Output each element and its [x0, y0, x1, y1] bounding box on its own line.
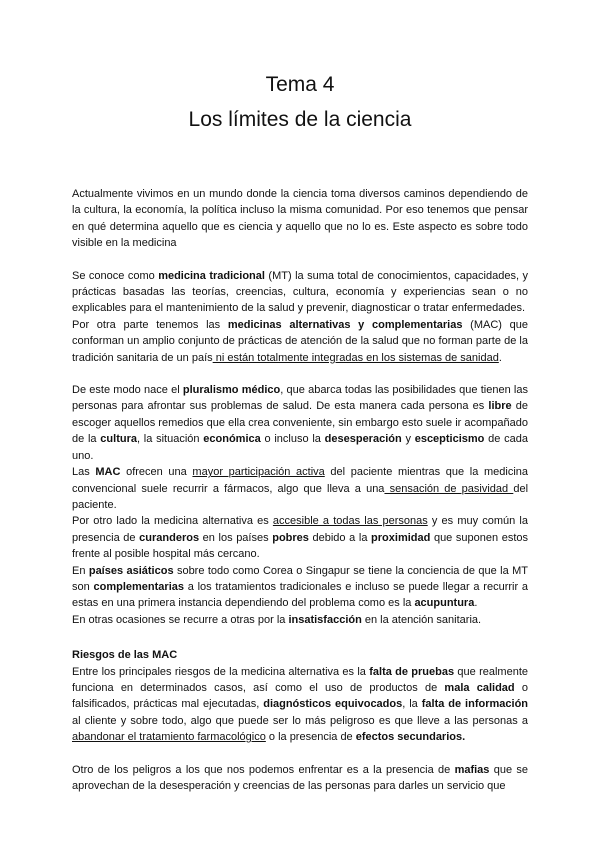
- underlined-text: sensación de pasividad: [384, 482, 514, 495]
- bold-term: libre: [488, 400, 512, 413]
- text: Por otro lado la medicina alternativa es: [72, 515, 273, 528]
- bold-term: insatisfacción: [288, 613, 362, 626]
- paragraph-pluralismo: [72, 382, 528, 464]
- bold-term: MAC: [95, 466, 121, 479]
- text: ofrecen una: [120, 466, 193, 479]
- text: De este modo nace el: [72, 384, 183, 397]
- underlined-text: accesible a todas las personas: [272, 515, 428, 528]
- underlined-text: ni están totalmente integradas en los sistemas de sanidad: [212, 351, 499, 364]
- bold-term: medicinas alternativas y complementarias: [227, 318, 463, 331]
- text: .: [474, 597, 478, 610]
- text: en los países: [199, 531, 273, 544]
- text: o falsificados, prácticas mal ejecutadas,: [72, 681, 528, 711]
- bold-term: mafias: [454, 763, 490, 776]
- text: , la: [402, 698, 422, 711]
- text: Otro de los peligros a los que nos podemos enfrentar es a la presencia de: [72, 763, 455, 776]
- text: en la atención sanitaria.: [361, 613, 482, 626]
- text: Entre los principales riesgos de la medicina alternativa es la: [72, 665, 370, 678]
- underlined-text: mayor participación activa: [192, 466, 325, 479]
- paragraph-mafias: [72, 762, 528, 795]
- text: En otras ocasiones se recurre a otras por la: [72, 613, 289, 626]
- text: o incluso la: [260, 433, 325, 446]
- bold-term: medicina tradicional: [158, 269, 265, 282]
- paragraph-accesible: [72, 513, 528, 562]
- paragraph-insatisfaccion: [72, 612, 528, 628]
- paragraph-medicina-tradicional: [72, 268, 528, 317]
- paragraph-intro: Actualmente vivimos en un mundo donde la ciencia toma diversos caminos dependiendo de la cultura, la economía, la política incluso la misma comunidad. Por eso tenemos que pensar en qué determina aquello que es ciencia y aquello que no lo es. Este aspecto es sobre todo visible en la medicina: [72, 188, 528, 250]
- text: y es muy común la presencia de: [72, 515, 528, 544]
- bold-term: países asiáticos: [88, 564, 174, 577]
- text: .: [498, 351, 502, 364]
- bold-term: curanderos: [139, 531, 200, 544]
- text: del paciente.: [72, 482, 529, 511]
- text: de cada uno.: [72, 433, 528, 462]
- bold-term: falta de pruebas: [369, 665, 455, 678]
- bold-term: proximidad: [371, 531, 431, 544]
- bold-term: efectos secundarios.: [355, 731, 466, 744]
- document-body: [72, 186, 528, 794]
- bold-term: desesperación: [324, 433, 402, 446]
- bold-term: complementarias: [93, 580, 184, 593]
- text: o la presencia de: [265, 731, 356, 744]
- title-line-1: Tema 4: [265, 73, 335, 96]
- paragraph-asia: [72, 563, 528, 612]
- title-line-2: Los límites de la ciencia: [188, 108, 412, 131]
- bold-term: escepticismo: [414, 433, 485, 446]
- text: debido a la: [308, 531, 372, 544]
- text: En: [72, 564, 89, 577]
- text: del paciente mientras que la medicina convencional suele recurrir a fármacos, algo que lleva a una: [72, 466, 528, 495]
- text: que se aprovechan de la desesperación y creencias de las personas para darles un servicio que: [72, 763, 529, 792]
- bold-term: pobres: [272, 531, 309, 544]
- text: , la situación: [136, 433, 204, 446]
- text: Por otra parte tenemos las: [72, 318, 228, 331]
- paragraph-mac-participacion: [72, 464, 528, 513]
- text: que suponen estos frente al posible hospital más cercano.: [72, 531, 529, 561]
- bold-term: mala calidad: [444, 681, 515, 694]
- bold-term: económica: [203, 433, 261, 446]
- section-heading-riesgos: Riesgos de las MAC: [72, 649, 178, 662]
- paragraph-riesgos: [72, 664, 528, 746]
- text: a los tratamientos tradicionales e incluso se puede llegar a recurrir a estas en una primera instancia dependiendo del problema como es la: [72, 580, 529, 610]
- text: (MT) la suma total de conocimientos, capacidades, y prácticas basadas las teorías, creencias, cultura, economía y experiencias sean o no explicables para el mantenimiento de la salud y prevenir, diagnosticar o tratar enfermedades.: [72, 269, 528, 315]
- bold-term: cultura: [100, 433, 137, 446]
- text: (MAC) que conforman un amplio conjunto de prácticas de atención de la salud que no forman parte de la tradición sanitaria de un país: [72, 318, 528, 364]
- bold-term: pluralismo médico: [182, 384, 281, 397]
- text: sobre todo como Corea o Singapur se tiene la conciencia de que la MT son: [72, 564, 528, 593]
- bold-term: acupuntura: [414, 597, 475, 610]
- text: y: [401, 433, 415, 446]
- bold-term: falta de información: [421, 698, 529, 711]
- text: , que abarca todas las posibilidades que tienen las personas para afrontar sus problemas de salud. De esta manera cada persona es: [72, 384, 528, 413]
- text: al cliente y sobre todo, algo que puede ser lo más peligroso es que lleve a las personas a: [72, 714, 528, 727]
- bold-term: diagnósticos equivocados: [263, 698, 403, 711]
- paragraph-mac: [72, 317, 528, 366]
- underlined-text: abandonar el tratamiento farmacológico: [72, 731, 266, 744]
- text: Se conoce como: [72, 269, 159, 282]
- text: Las: [72, 466, 96, 479]
- text: de escoger aquellos remedios que ella crea conveniente, sin embargo esto suele ir acompañado de la: [72, 400, 528, 446]
- text: que realmente funciona en determinados casos, así como el uso de productos de: [72, 665, 528, 694]
